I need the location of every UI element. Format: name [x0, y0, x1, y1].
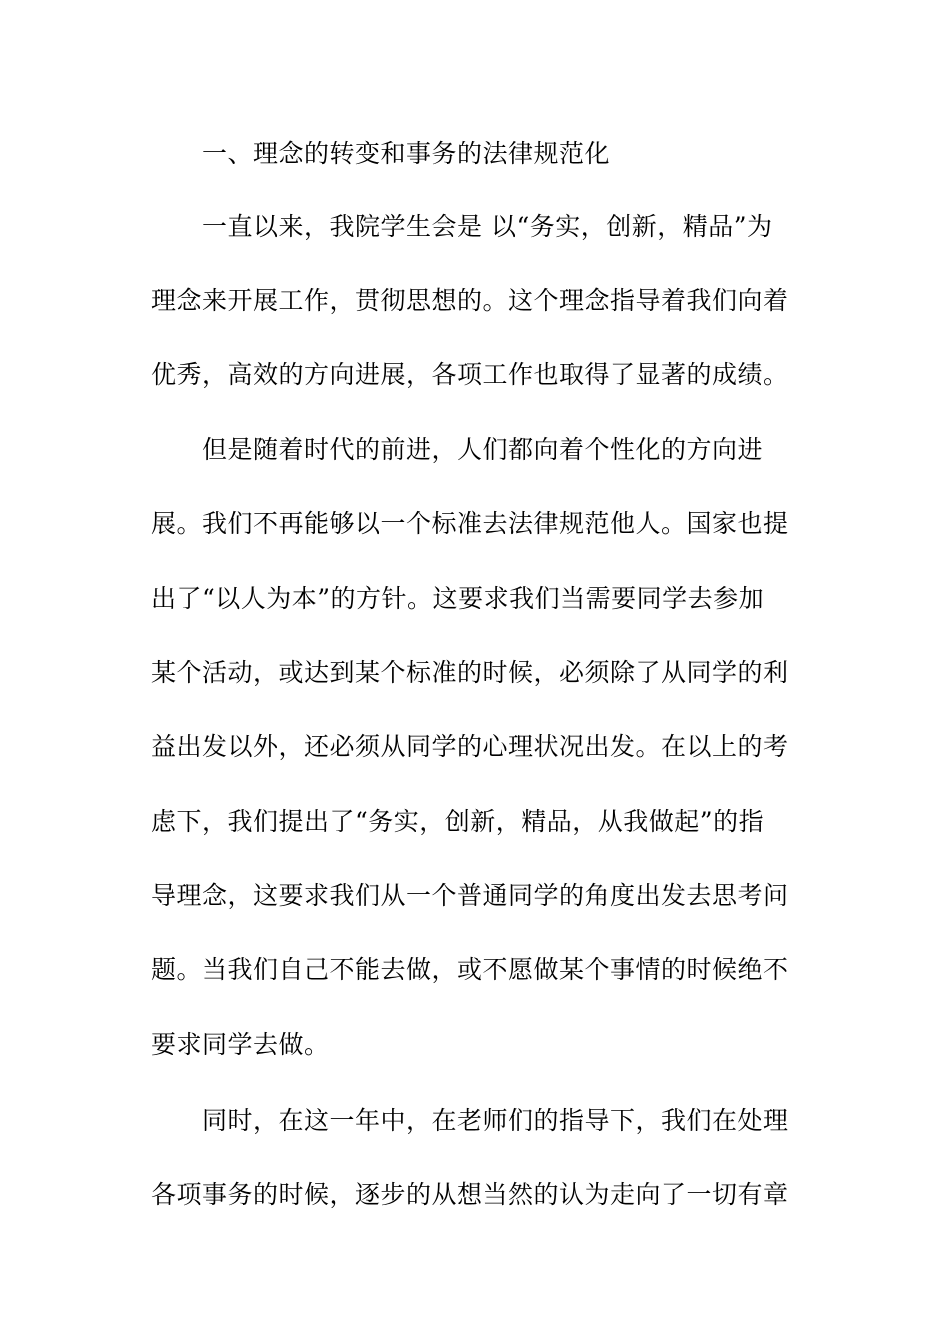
- paragraph-line: 展。我们不再能够以一个标准去法律规范他人。国家也提: [151, 509, 789, 538]
- paragraph-line: 益出发以外，还必须从同学的心理状况出发。在以上的考: [151, 732, 789, 761]
- paragraph-line: 但是随着时代的前进，人们都向着个性化的方向进: [202, 435, 764, 464]
- paragraph-line: 同时，在这一年中，在老师们的指导下，我们在处理: [202, 1106, 789, 1135]
- paragraph-line: 一直以来，我院学生会是 以“务实，创新，精品”为: [202, 212, 773, 241]
- paragraph-line: 题。当我们自己不能去做，或不愿做某个事情的时候绝不: [151, 955, 789, 984]
- paragraph-line: 理念来开展工作，贯彻思想的。这个理念指导着我们向着: [151, 286, 789, 315]
- paragraph-line: 要求同学去做。: [151, 1030, 330, 1059]
- paragraph-line: 虑下，我们提出了“务实，创新，精品，从我做起”的指: [151, 807, 765, 836]
- section-heading: 一、理念的转变和事务的法律规范化: [202, 139, 611, 168]
- paragraph-line: 各项事务的时候，逐步的从想当然的认为走向了一切有章: [151, 1180, 789, 1209]
- paragraph-line: 导理念，这要求我们从一个普通同学的角度出发去思考问: [151, 881, 789, 910]
- paragraph-line: 优秀，高效的方向进展，各项工作也取得了显著的成绩。: [151, 360, 789, 389]
- paragraph-line: 出了“以人为本”的方针。这要求我们当需要同学去参加: [151, 584, 765, 613]
- paragraph-line: 某个活动，或达到某个标准的时候，必须除了从同学的利: [151, 658, 789, 687]
